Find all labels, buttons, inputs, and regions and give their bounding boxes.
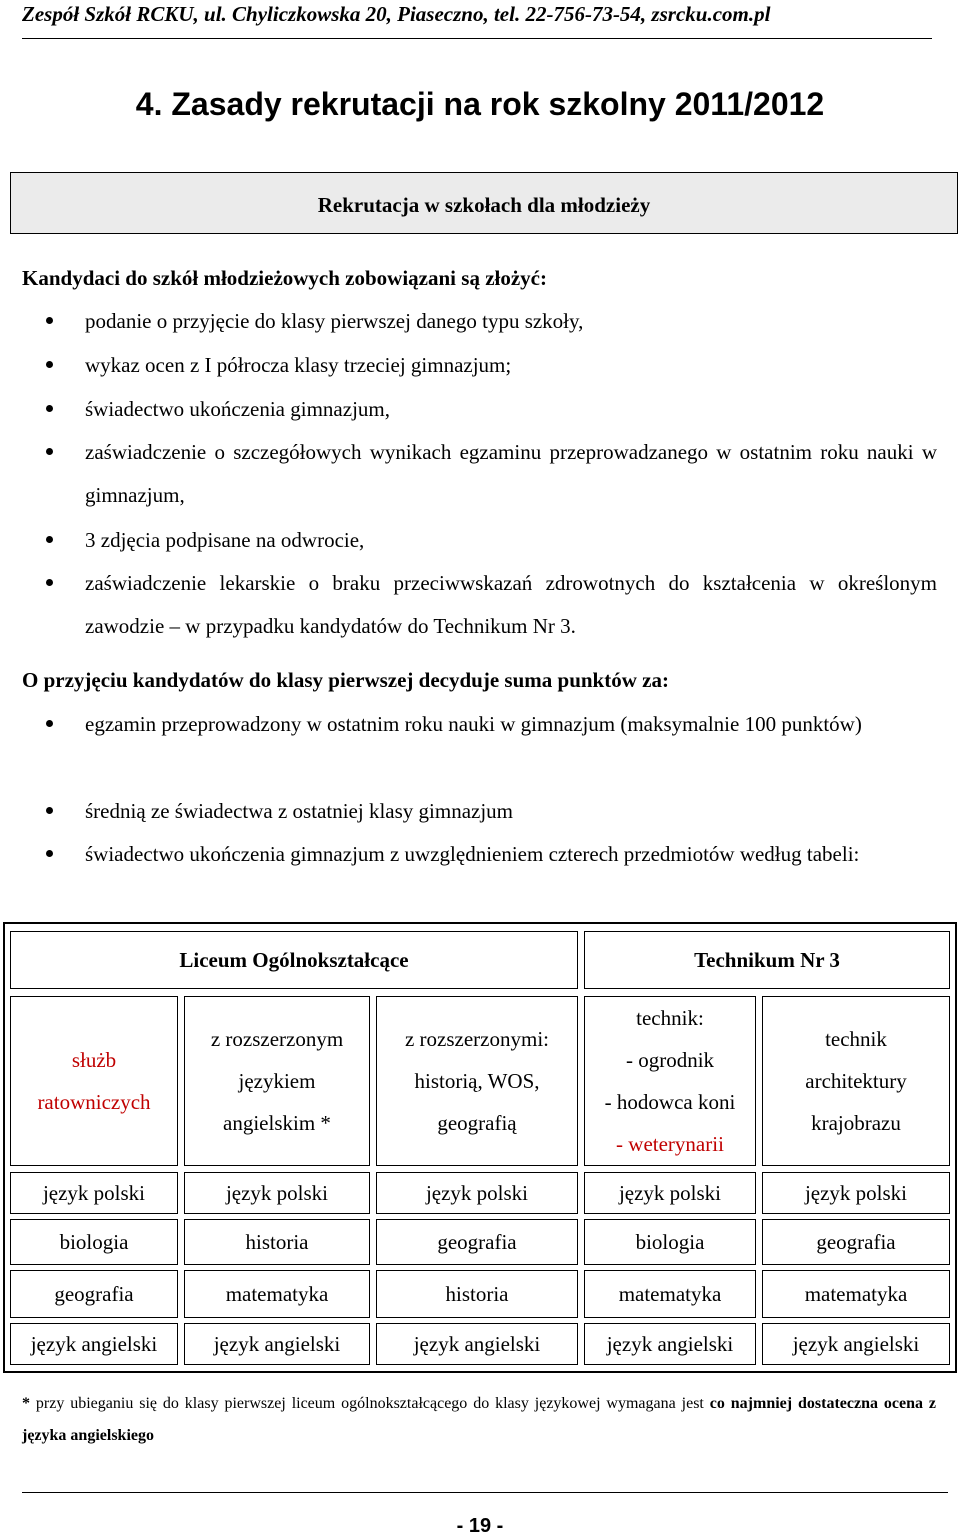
table-cell: biologia [10,1219,178,1265]
footnote-star: * [22,1395,30,1412]
table-cell: geografia [762,1219,950,1265]
list-item: świadectwo ukończenia gimnazjum, [85,388,937,431]
table-cell: język angielski [762,1323,950,1365]
table-cell: język angielski [584,1323,756,1365]
profile-line: krajobrazu [811,1111,901,1135]
profile-line: - ogrodnik [625,1048,715,1072]
profile-cell-sluzb [10,996,178,1166]
footnote-text: przy ubieganiu się do klasy pierwszej liceum ogólnokształcącego do klasy językowej wymagana jest [35,1395,704,1412]
list-item: średnią ze świadectwa z ostatniej klasy gimnazjum [85,790,937,833]
profile-line: z rozszerzonym [210,1027,344,1051]
table-cell: matematyka [762,1270,950,1318]
profile-cell-angielski [184,996,370,1166]
table-group-header-technikum: Technikum Nr 3 [584,931,950,989]
table-cell: język angielski [10,1323,178,1365]
page-number: - 19 - [456,1515,504,1537]
table-cell: historia [376,1270,578,1318]
profile-line: z rozszerzonymi: [404,1027,550,1051]
profile-line: historią, WOS, [414,1069,540,1093]
table-cell: historia [184,1219,370,1265]
table-cell: geografia [10,1270,178,1318]
page-title: 4. Zasady rekrutacji na rok szkolny 2011/2012 [135,86,825,122]
profile-line: technik [825,1027,887,1051]
list-item: zaświadczenie o szczegółowych wynikach egzaminu przeprowadzanego w ostatnim roku nauki w gimnazjum, [85,431,937,517]
profile-cell-architektura [762,996,950,1166]
table-cell: język polski [376,1172,578,1214]
profile-line: geografią [437,1111,517,1135]
profile-line: architektury [805,1069,907,1093]
footnote [22,1388,936,1452]
profile-line: - weterynarii [616,1132,724,1156]
table-group-header-liceum: Liceum Ogólnokształcące [10,931,578,989]
section2-heading: O przyjęciu kandydatów do klasy pierwszej decyduje suma punktów za: [22,668,669,692]
profile-line: służb [71,1048,117,1072]
list-item: zaświadczenie lekarskie o braku przeciwwskazań zdrowotnych do kształcenia w określonym zawodzie – w przypadku kandydatów do Technikum Nr 3. [85,562,937,648]
header-divider [22,38,932,39]
footer-divider [22,1492,948,1493]
list-item: świadectwo ukończenia gimnazjum z uwzględnieniem czterech przedmiotów według tabeli: [85,833,937,876]
profile-line: - hodowca koni [604,1090,736,1114]
profile-line: językiem [238,1069,316,1093]
list-item: podanie o przyjęcie do klasy pierwszej danego typu szkoły, [85,300,937,343]
table-cell: język polski [10,1172,178,1214]
list-item: egzamin przeprowadzony w ostatnim roku nauki w gimnazjum (maksymalnie 100 punktów) [85,703,937,746]
table-cell: język polski [584,1172,756,1214]
profile-line: ratowniczych [37,1090,151,1114]
table-cell: matematyka [184,1270,370,1318]
profile-cell-technik [584,996,756,1166]
footnote-bold: co najmniej dostateczna ocena z języka angielskiego [22,1395,937,1444]
profile-cell-historia [376,996,578,1166]
list-item: wykaz ocen z I półrocza klasy trzeciej gimnazjum; [85,344,937,387]
profile-line: technik: [636,1006,704,1030]
table-cell: język angielski [376,1323,578,1365]
table-cell: matematyka [584,1270,756,1318]
profile-line: angielskim * [223,1111,331,1135]
page-header: Zespół Szkół RCKU, ul. Chyliczkowska 20, Piaseczno, tel. 22-756-73-54, zsrcku.com.pl [22,2,771,26]
table-cell: język polski [762,1172,950,1214]
table-cell: geografia [376,1219,578,1265]
table-cell: język angielski [184,1323,370,1365]
section1-heading: Kandydaci do szkół młodzieżowych zobowiązani są złożyć: [22,266,547,290]
table-cell: język polski [184,1172,370,1214]
list-item: 3 zdjęcia podpisane na odwrocie, [85,519,937,562]
section-banner: Rekrutacja w szkołach dla młodzieży [10,172,958,234]
table-cell: biologia [584,1219,756,1265]
